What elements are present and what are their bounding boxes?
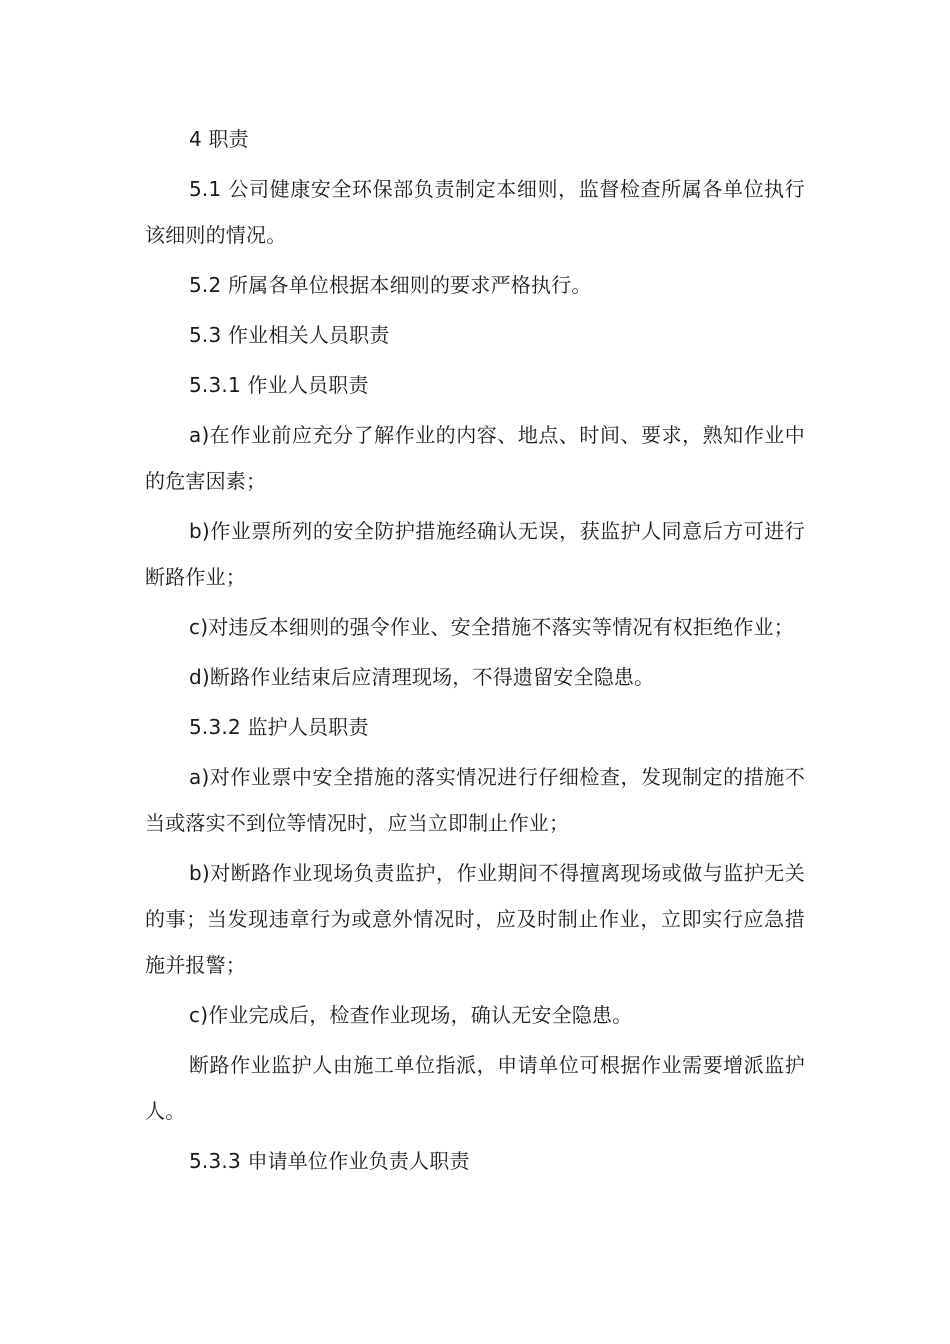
list-item-5-3-2-c: c)作业完成后，检查作业现场，确认无安全隐患。 (189, 1003, 633, 1027)
list-item-5-3-1-d: d)断路作业结束后应清理现场，不得遗留安全隐患。 (189, 665, 655, 689)
list-item-5-3-2-a: a)对作业票中安全措施的落实情况进行仔细检查，发现制定的措施不当或落实不到位等情况时，应当立即制止作业； (145, 765, 805, 835)
paragraph-guardian-assignment: 断路作业监护人由施工单位指派，申请单位可根据作业需要增派监护人。 (145, 1053, 805, 1123)
document-body (145, 116, 805, 1188)
list-item-5-3-1-c: c)对违反本细则的强令作业、安全措施不落实等情况有权拒绝作业； (189, 615, 794, 639)
section-heading-5-3-3: 5.3.3 申请单位作业负责人职责 (189, 1149, 470, 1173)
paragraph-5-2: 5.2 所属各单位根据本细则的要求严格执行。 (189, 273, 592, 297)
paragraph-5-1: 5.1 公司健康安全环保部负责制定本细则，监督检查所属各单位执行该细则的情况。 (145, 177, 805, 247)
section-heading-4: 4 职责 (189, 127, 249, 151)
section-heading-5-3-1: 5.3.1 作业人员职责 (189, 373, 369, 397)
section-heading-5-3-2: 5.3.2 监护人员职责 (189, 715, 369, 739)
list-item-5-3-2-b: b)对断路作业现场负责监护，作业期间不得擅离现场或做与监护无关的事；当发现违章行为或意外情况时，应及时制止作业，立即实行应急措施并报警； (145, 861, 805, 977)
list-item-5-3-1-a: a)在作业前应充分了解作业的内容、地点、时间、要求，熟知作业中的危害因素； (145, 423, 805, 493)
list-item-5-3-1-b: b)作业票所列的安全防护措施经确认无误，获监护人同意后方可进行断路作业； (145, 519, 805, 589)
section-heading-5-3: 5.3 作业相关人员职责 (189, 323, 390, 347)
